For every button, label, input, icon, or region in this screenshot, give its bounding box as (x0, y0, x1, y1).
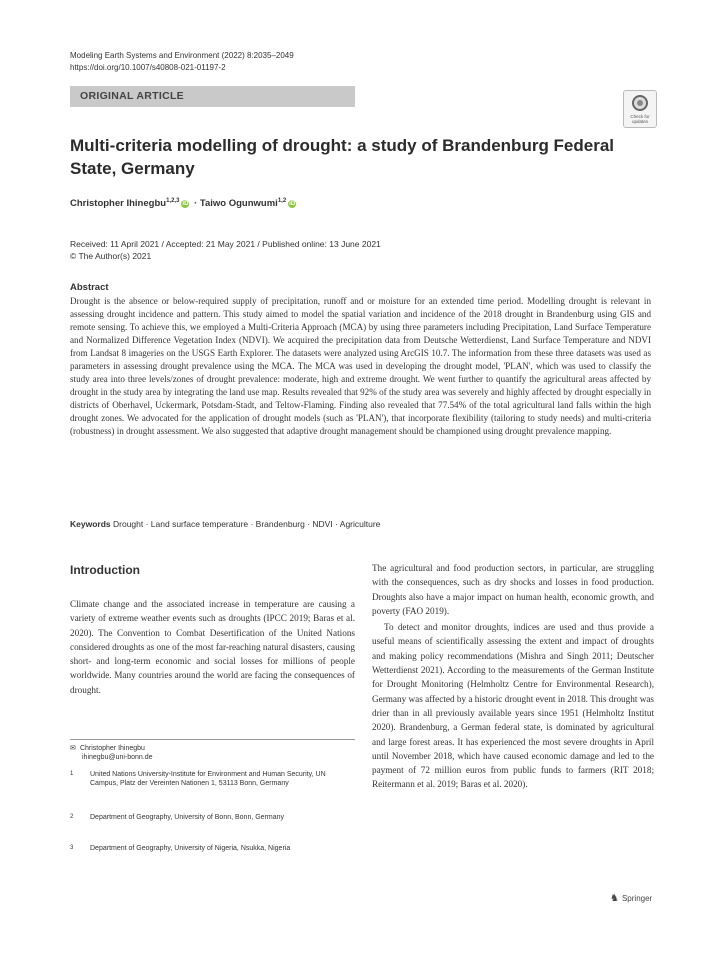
author-affiliation-sup: 1,2 (277, 198, 287, 204)
paragraph: To detect and monitor droughts, indices are used and thus provide a useful means of scientifically assessing the extent and impact of droughts and making policy recommendations (Mishra and Singh 2011; Deutscher Wetterdienst 2021). According to the measurements of the German Institute for Drought Monitoring (Helmholtz Centre for Environmental Research), Germany was affected by a historic drought event in 2018. This drought was drier than in all previously available years since 1951 (Helmholtz Institut 2020). Brandenburg, a German federal state, is dominated by agricultural and large forest areas. It has experienced the most severe droughts in April until November 2018, which have caused economic damage and led to the payment of 72 million euros from public funds to farmers (RIT 2018; Reitermann et al. 2019; Baras et al. 2020). (372, 622, 654, 790)
affiliation-item (70, 770, 355, 800)
introduction-heading: Introduction (70, 563, 140, 577)
orcid-icon[interactable]: iD (182, 200, 189, 207)
check-for-updates-badge[interactable] (623, 90, 657, 128)
corresponding-author-email[interactable]: ihinegbu@uni-bonn.de (82, 754, 153, 761)
affiliation-text: Department of Geography, University of Nigeria, Nsukka, Nigeria (90, 845, 291, 852)
affiliation-number: 1 (70, 771, 74, 777)
author-separator: · (194, 198, 198, 210)
orcid-icon[interactable]: iD (289, 200, 296, 207)
author-name[interactable]: Christopher Ihinegbu (70, 198, 167, 210)
correspondence-block (70, 739, 355, 762)
article-type-band (70, 86, 355, 107)
envelope-icon: ✉ (70, 745, 76, 752)
springer-horse-icon: ♞ (610, 893, 619, 904)
introduction-column-right (372, 561, 654, 792)
publisher-name: Springer (621, 894, 653, 903)
affiliation-number: 3 (70, 845, 74, 851)
author-list (70, 198, 298, 209)
publisher-logo (610, 893, 652, 904)
article-type-label: ORIGINAL ARTICLE (80, 90, 184, 102)
corresponding-author-name: Christopher Ihinegbu (79, 745, 145, 752)
publication-dates (70, 238, 381, 262)
journal-header (70, 50, 294, 74)
journal-citation: Modeling Earth Systems and Environment (2022) 8:2035–2049 (70, 51, 294, 60)
abstract-text: Drought is the absence or below-required supply of precipitation, runoff and or moisture for an extended time period. Modelling drought is relevant in assessing drought incidence and pattern. This study aimed to model the spatial variation and incidence of the 2018 drought in Brandenburg using GIS and remote sensing. To achieve this, we employed a Multi-Criteria Approach (MCA) by using three parameters including Precipitation, Land Surface Temperature and Normalized Difference Vegetation Index (NDVI). We acquired the precipitation data from Deutsche Wetterdienst, Land Surface Temperature and NDVI from Landsat 8 imageries on the USGS Earth Explorer. The datasets were analyzed using ArcGIS 10.7. The information from these three datasets was used as parameters in assessing drought prevalence using the MCA. The MCA was used in developing the drought model, 'PLAN', which was used to classify the study area into three levels/zones of drought prevalence: moderate, high and extreme drought. We went further to quantify the agricultural areas affected by drought in the study area by integrating the land use map. Results revealed that 92% of the study area was severely and highly affected by drought especially in districts of Oberhavel, Uckermark, Potsdam-Stadt, and Teltow-Flaming. Finding also revealed that 77.54% of the total agricultural land falls within the high drought zones. We advocated for the application of drought models (such as 'PLAN'), that incorporate flexibility (tailoring to study needs) and multi-criteria (robustness) in drought assessment. We also suggested that adaptive drought management should be championed using drought prevalence mapping. (70, 296, 651, 436)
doi-link[interactable]: https://doi.org/10.1007/s40808-021-01197-2 (70, 63, 226, 72)
copyright-line: © The Author(s) 2021 (70, 251, 152, 261)
author-affiliation-sup: 1,2,3 (166, 198, 180, 204)
introduction-column-left (70, 597, 355, 697)
dates-line: Received: 11 April 2021 / Accepted: 21 May 2021 / Published online: 13 June 2021 (70, 239, 381, 249)
paragraph: Climate change and the associated increase in temperature are causing a variety of extreme weather events such as droughts (IPCC 2019; Baras et al. 2020). The Convention to Combat Desertification of the United Nations considered droughts as one of the most far-reaching natural disasters, causing short- and long-term economic and social losses for millions of people worldwide. Many countries around the world are facing the consequences of drought. (70, 599, 355, 695)
keywords-label: Keywords (70, 519, 111, 529)
abstract-heading: Abstract (70, 282, 109, 293)
paragraph: The agricultural and food production sectors, in particular, are struggling with the consequences, such as dry shocks and losses in food production. Droughts also have a major impact on human health, economic growth, and poverty (FAO 2019). (372, 563, 654, 616)
affiliation-item (70, 844, 355, 864)
affiliation-text: Department of Geography, University of Bonn, Bonn, Germany (90, 814, 285, 821)
affiliation-text: United Nations University-Institute for Environment and Human Security, UN Campus, Platz der Vereinten Nationen 1, 53113 Bonn, Germany (90, 771, 326, 787)
keywords-list: Drought · Land surface temperature · Brandenburg · NDVI · Agriculture (113, 519, 381, 529)
author-name[interactable]: Taiwo Ogunwumi (199, 198, 278, 210)
affiliation-number: 2 (70, 814, 74, 820)
check-for-updates-label: Check for updates (630, 114, 650, 124)
article-title: Multi-criteria modelling of drought: a study of Brandenburg Federal State, Germany (70, 136, 615, 178)
keywords-line (70, 519, 380, 529)
check-for-updates-icon (632, 95, 648, 111)
affiliation-item (70, 813, 355, 833)
